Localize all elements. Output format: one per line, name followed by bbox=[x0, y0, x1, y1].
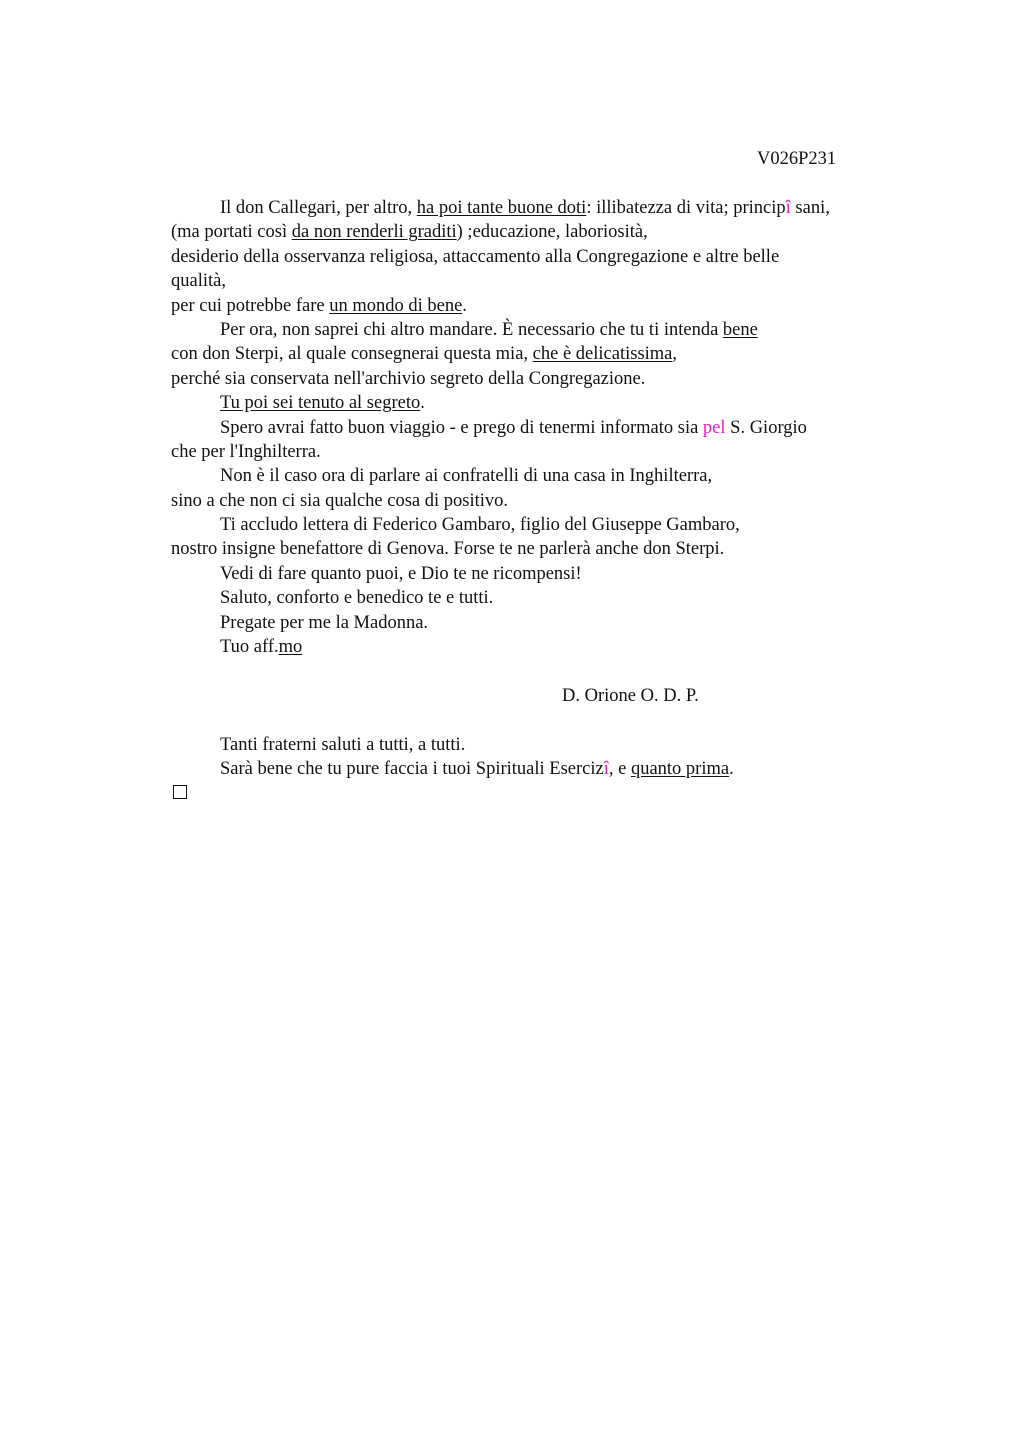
text-run: Vedi di fare quanto puoi, e Dio te ne ricompensi! bbox=[220, 563, 582, 584]
text-run: perché sia conservata nell'archivio segreto della Congregazione. bbox=[171, 368, 646, 389]
text-line bbox=[171, 367, 911, 391]
text-line bbox=[171, 245, 911, 269]
text-run: Spero avrai fatto buon viaggio - e prego di tenermi informato sia bbox=[220, 417, 703, 438]
text-run: : illibatezza di vita; princip bbox=[586, 198, 786, 218]
text-line bbox=[171, 733, 911, 757]
text-run: Pregate per me la Madonna. bbox=[220, 612, 429, 633]
signature bbox=[171, 684, 911, 708]
text-line bbox=[171, 757, 911, 781]
text-line bbox=[171, 537, 911, 561]
text-line bbox=[171, 318, 911, 342]
text-run: ) ;educazione, laboriosità, bbox=[456, 222, 648, 243]
end-marker-line bbox=[171, 781, 911, 805]
letter-body bbox=[171, 196, 911, 806]
underlined-text: un mondo di bene bbox=[329, 295, 463, 316]
text-run: Il don Callegari, per altro, bbox=[220, 198, 417, 218]
text-run: , bbox=[672, 344, 678, 365]
text-run: Sarà bene che tu pure faccia i tuoi Spirituali Eserciz bbox=[220, 758, 604, 779]
text-line bbox=[171, 196, 911, 220]
text-line bbox=[171, 464, 911, 488]
signature-text: D. Orione O. D. P. bbox=[562, 685, 699, 706]
text-line bbox=[171, 342, 911, 366]
end-of-document-box bbox=[173, 785, 187, 799]
text-line bbox=[171, 294, 911, 318]
underlined-text: ha poi tante buone doti bbox=[416, 198, 587, 218]
blank-line bbox=[171, 708, 911, 732]
text-line bbox=[171, 635, 911, 659]
text-run: S. Giorgio bbox=[725, 417, 807, 438]
text-run: con don Sterpi, al quale consegnerai questa mia, bbox=[171, 344, 533, 365]
text-line bbox=[171, 440, 911, 464]
text-line bbox=[171, 220, 911, 244]
text-run: qualità, bbox=[171, 271, 226, 292]
text-run: per cui potrebbe fare bbox=[171, 295, 330, 316]
text-run: Saluto, conforto e benedico te e tutti. bbox=[220, 588, 494, 609]
highlighted-text: î bbox=[603, 758, 609, 779]
text-run: , e bbox=[608, 758, 631, 779]
text-run: Non è il caso ora di parlare ai confratelli di una casa in Inghilterra, bbox=[220, 466, 713, 487]
text-run: Ti accludo lettera di Federico Gambaro, figlio del Giuseppe Gambaro, bbox=[220, 515, 740, 536]
text-run: . bbox=[462, 295, 467, 316]
blank-line bbox=[171, 659, 911, 683]
text-run: . bbox=[729, 758, 734, 779]
underlined-text: quanto prima bbox=[630, 758, 730, 779]
text-run: desiderio della osservanza religiosa, attaccamento alla Congregazione e altre belle bbox=[171, 246, 780, 267]
text-run: Tuo aff. bbox=[220, 637, 279, 658]
text-line bbox=[171, 489, 911, 513]
text-line bbox=[171, 269, 911, 293]
page-id: V026P231 bbox=[757, 149, 837, 169]
text-run: . bbox=[420, 393, 425, 414]
highlighted-text: pel bbox=[702, 417, 726, 438]
underlined-text: da non renderli graditi bbox=[291, 222, 457, 243]
underlined-text: mo bbox=[278, 637, 303, 658]
text-run: Per ora, non saprei chi altro mandare. È necessario che tu ti intenda bbox=[220, 319, 723, 340]
underlined-text: Tu poi sei tenuto al segreto bbox=[220, 393, 421, 414]
text-run: (ma portati così bbox=[171, 222, 292, 243]
text-run: sino a che non ci sia qualche cosa di positivo. bbox=[171, 490, 509, 511]
text-run: sani, bbox=[790, 198, 830, 218]
text-line bbox=[171, 391, 911, 415]
highlighted-text: î bbox=[785, 198, 791, 218]
text-line bbox=[171, 586, 911, 610]
text-run: Tanti fraterni saluti a tutti, a tutti. bbox=[220, 734, 466, 755]
text-line bbox=[171, 562, 911, 586]
text-line bbox=[171, 416, 911, 440]
underlined-text: bene bbox=[722, 319, 758, 340]
underlined-text: che è delicatissima bbox=[532, 344, 673, 365]
text-line bbox=[171, 611, 911, 635]
text-run: che per l'Inghilterra. bbox=[171, 441, 321, 462]
text-line bbox=[171, 513, 911, 537]
text-run: nostro insigne benefattore di Genova. Forse te ne parlerà anche don Sterpi. bbox=[171, 539, 725, 560]
